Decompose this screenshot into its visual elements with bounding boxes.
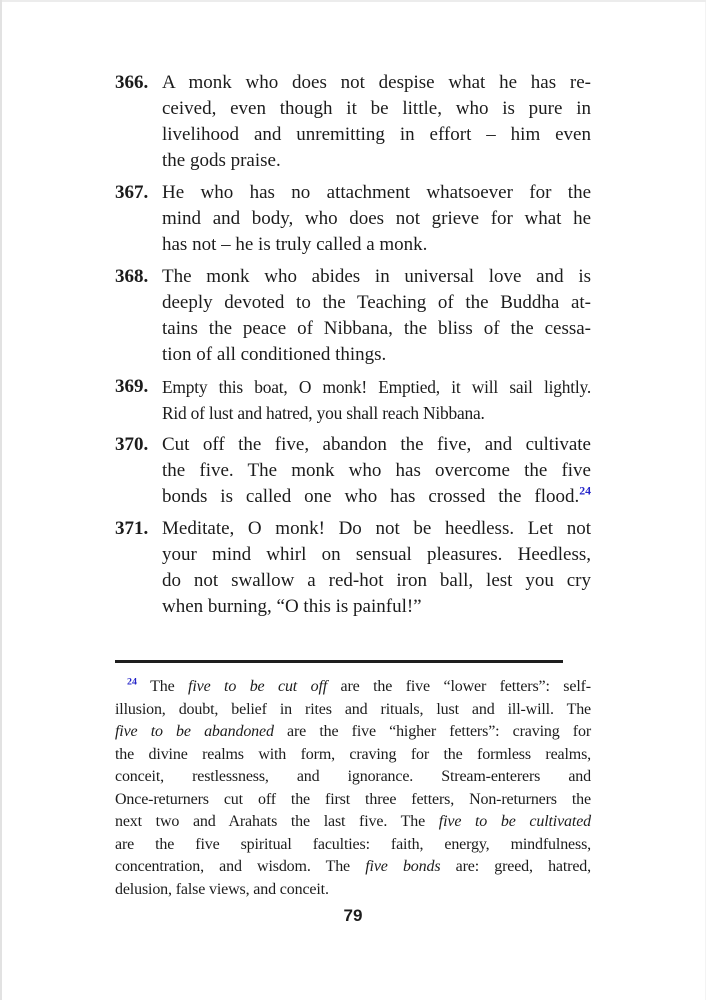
text-segment: your mind whirl on sensual pleasures. Heedless, (162, 544, 591, 565)
verse-number: 370. (115, 434, 149, 455)
verse-line (162, 206, 591, 232)
verse-line (162, 70, 591, 96)
text-segment: tion of all conditioned things. (162, 344, 387, 365)
text-segment: when burning, “O this is painful!” (162, 596, 422, 617)
verse-line (162, 542, 591, 568)
text-segment: five to be cultivated (438, 813, 591, 830)
footnote-line (115, 676, 591, 699)
verse-number: 371. (115, 518, 149, 539)
verse-line (162, 148, 591, 174)
text-segment: The (136, 678, 189, 695)
text-segment: concentration, and wisdom. The (115, 858, 366, 875)
text-segment: Rid of lust and hatred, you shall reach Nibbana. (162, 403, 485, 423)
verse-body (162, 374, 591, 426)
verse (115, 264, 591, 368)
verse-line (162, 484, 591, 510)
text-block (115, 70, 591, 926)
text-segment: has not – he is truly called a monk. (162, 234, 428, 255)
verse-line (162, 180, 591, 206)
verse (115, 516, 591, 620)
verse-number: 369. (115, 376, 149, 397)
verse-line (162, 568, 591, 594)
verse (115, 180, 591, 258)
verse-body (162, 70, 591, 174)
verse (115, 374, 591, 426)
page-number: 79 (343, 906, 363, 925)
footnote-ref-link[interactable]: 24 (127, 676, 137, 688)
verse-line (162, 594, 591, 620)
verse-line (162, 342, 591, 368)
verse-line (162, 400, 591, 426)
footnote-line (115, 699, 591, 722)
footnote (115, 676, 591, 901)
text-segment: five bonds (365, 858, 441, 875)
verse-line (162, 96, 591, 122)
text-segment: A monk who does not despise what he has re- (162, 72, 591, 93)
verse-number: 366. (115, 72, 149, 93)
verse-line (162, 316, 591, 342)
text-segment: do not swallow a red-hot iron ball, lest you cry (162, 570, 591, 591)
text-segment: Empty this boat, O monk! Emptied, it will sail lightly. (162, 377, 591, 397)
verse-line (162, 516, 591, 542)
text-segment: mind and body, who does not grieve for what he (162, 208, 591, 229)
footnote-line (115, 789, 591, 812)
text-segment: tains the peace of Nibbana, the bliss of the cessa- (162, 318, 591, 339)
text-segment: conceit, restlessness, and ignorance. Stream-enterers and (115, 768, 591, 785)
verses (115, 70, 591, 620)
verse (115, 432, 591, 510)
text-segment: Meditate, O monk! Do not be heedless. Let not (162, 518, 591, 539)
text-segment: The monk who abides in universal love and is (162, 266, 591, 287)
footnote-line (115, 766, 591, 789)
verse-number: 368. (115, 266, 149, 287)
text-segment: He who has no attachment whatsoever for the (162, 182, 591, 203)
text-segment: the gods praise. (162, 150, 281, 171)
verse-body (162, 180, 591, 258)
text-segment: are the five “lower fetters”: self- (327, 678, 591, 695)
verse-line (162, 232, 591, 258)
verse-line (162, 122, 591, 148)
text-segment: five to be cut off (188, 678, 328, 695)
verse-body (162, 516, 591, 620)
verse-line (162, 458, 591, 484)
text-segment: next two and Arahats the last five. The (115, 813, 439, 830)
verse-line (162, 374, 591, 400)
text-segment: bonds is called one who has crossed the flood. (162, 486, 580, 507)
footnote-ref-link[interactable]: 24 (579, 484, 591, 498)
footnote-line (115, 856, 591, 879)
text-segment: ceived, even though it be little, who is pure in (162, 98, 591, 119)
footnote-line (115, 879, 591, 902)
footnote-separator (115, 660, 563, 663)
verse-line (162, 290, 591, 316)
text-segment: Once-returners cut off the first three fetters, Non-returners the (115, 790, 591, 808)
verse (115, 70, 591, 174)
verse-line (162, 264, 591, 290)
text-segment: livelihood and unremitting in effort – him even (162, 124, 591, 145)
text-segment: are the five spiritual faculties: faith, energy, mindfulness, (115, 835, 591, 853)
text-segment: delusion, false views, and conceit. (115, 880, 329, 898)
verse-body (162, 264, 591, 368)
footnote-line (115, 744, 591, 767)
footnote-line (115, 811, 591, 834)
verse-body (162, 432, 591, 510)
text-segment: illusion, doubt, belief in rites and rituals, lust and ill-will. The (115, 700, 591, 718)
text-segment: are: greed, hatred, (440, 858, 591, 875)
text-segment: deeply devoted to the Teaching of the Buddha at- (162, 292, 591, 313)
footnote-line (115, 721, 591, 744)
text-segment: the five. The monk who has overcome the five (162, 460, 591, 481)
text-segment: five to be abandoned (115, 723, 274, 740)
verse-number: 367. (115, 182, 149, 203)
verse-line (162, 432, 591, 458)
text-segment: are the five “higher fetters”: craving for (273, 723, 591, 740)
text-segment: Cut off the five, abandon the five, and cultivate (162, 434, 591, 455)
text-segment: the divine realms with form, craving for the formless realms, (115, 745, 591, 763)
footnote-line (115, 834, 591, 857)
